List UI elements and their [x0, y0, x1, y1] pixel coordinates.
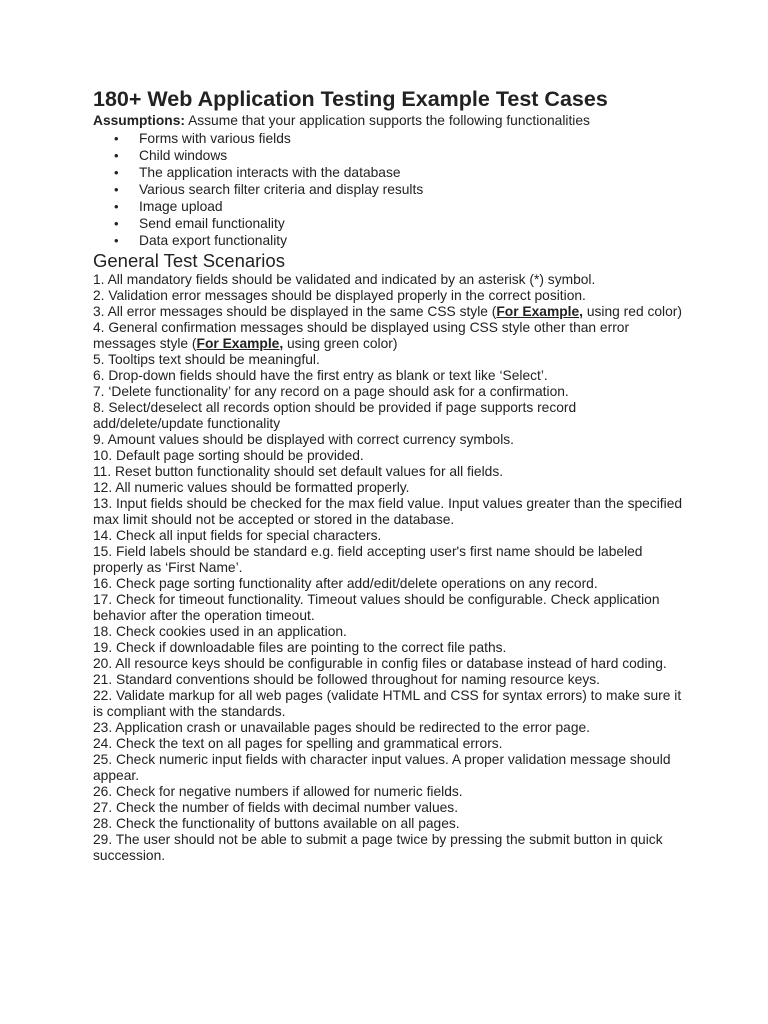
feature-text: The application interacts with the database — [139, 164, 401, 180]
test-scenario-item: 15. Field labels should be standard e.g. field accepting user's first name should be labeled properly as ‘First Name’. — [93, 543, 643, 575]
test-scenario-item: 24. Check the text on all pages for spelling and grammatical errors. — [93, 735, 503, 751]
feature-item — [93, 232, 683, 249]
document-page — [93, 86, 683, 864]
test-scenario-item: 9. Amount values should be displayed with correct currency symbols. — [93, 431, 515, 447]
feature-text: Data export functionality — [139, 232, 288, 248]
feature-text: Child windows — [139, 147, 228, 163]
assumptions-text: Assume that your application supports the following functionalities — [188, 113, 590, 128]
feature-text: Various search filter criteria and display results — [139, 181, 424, 197]
page-title: 180+ Web Application Testing Example Test Cases — [93, 87, 608, 111]
bullet-icon: • — [114, 181, 119, 197]
feature-item — [93, 198, 683, 215]
test-scenario-item: 2. Validation error messages should be displayed properly in the correct position. — [93, 287, 586, 303]
test-scenario-list — [93, 272, 683, 864]
feature-item — [93, 130, 683, 147]
test-scenario-item: 11. Reset button functionality should set default values for all fields. — [93, 463, 504, 479]
bullet-icon: • — [114, 232, 119, 248]
example-emphasis: For Example, — [196, 335, 284, 351]
test-scenario-item: 21. Standard conventions should be followed throughout for naming resource keys. — [93, 671, 600, 687]
test-scenario-item: 20. All resource keys should be configurable in config files or database instead of hard coding. — [93, 655, 667, 671]
bullet-icon: • — [114, 130, 119, 146]
feature-text: Send email functionality — [139, 215, 285, 231]
example-emphasis: For Example, — [496, 303, 584, 319]
test-scenario-item: 26. Check for negative numbers if allowed for numeric fields. — [93, 783, 463, 799]
bullet-icon: • — [114, 164, 119, 180]
item-text: 3. All error messages should be displayed in the same CSS style ( — [93, 303, 497, 319]
test-scenario-item: 12. All numeric values should be formatted properly. — [93, 479, 410, 495]
feature-text: Image upload — [139, 198, 223, 214]
test-scenario-item: 10. Default page sorting should be provided. — [93, 447, 364, 463]
feature-list — [93, 130, 683, 249]
test-scenario-item: 25. Check numeric input fields with character input values. A proper validation message should appear. — [93, 751, 671, 783]
test-scenario-item: 23. Application crash or unavailable pages should be redirected to the error page. — [93, 719, 591, 735]
section-title: General Test Scenarios — [93, 249, 285, 271]
test-scenario-item: 6. Drop-down fields should have the first entry as blank or text like ‘Select’. — [93, 367, 548, 383]
test-scenario-item: 22. Validate markup for all web pages (validate HTML and CSS for syntax errors) to make sure it is compliant with the standards. — [93, 687, 682, 719]
test-scenario-item: 18. Check cookies used in an application. — [93, 623, 347, 639]
test-scenario-item — [93, 320, 683, 352]
test-scenario-item — [93, 304, 683, 320]
test-scenario-item: 8. Select/deselect all records option should be provided if page supports record add/delete/update functionality — [93, 399, 577, 431]
feature-item — [93, 147, 683, 164]
feature-item — [93, 181, 683, 198]
feature-text: Forms with various fields — [139, 130, 291, 146]
feature-item — [93, 215, 683, 232]
test-scenario-item: 1. All mandatory fields should be validated and indicated by an asterisk (*) symbol. — [93, 271, 596, 287]
bullet-icon: • — [114, 147, 119, 163]
item-text: using green color) — [283, 335, 398, 351]
feature-item — [93, 164, 683, 181]
item-text: 4. General confirmation messages should be displayed using CSS style other than error messages style ( — [93, 319, 630, 351]
bullet-icon: • — [114, 215, 119, 231]
test-scenario-item: 27. Check the number of fields with decimal number values. — [93, 799, 459, 815]
bullet-icon: • — [114, 198, 119, 214]
item-text: using red color) — [583, 303, 682, 319]
test-scenario-item: 13. Input fields should be checked for the max field value. Input values greater than the specified max limit should not be accepted or stored in the database. — [93, 495, 683, 527]
test-scenario-item: 5. Tooltips text should be meaningful. — [93, 351, 320, 367]
test-scenario-item: 16. Check page sorting functionality after add/edit/delete operations on any record. — [93, 575, 598, 591]
test-scenario-item: 17. Check for timeout functionality. Timeout values should be configurable. Check application behavior after the operation timeout. — [93, 591, 660, 623]
test-scenario-item: 14. Check all input fields for special characters. — [93, 527, 382, 543]
assumptions-label: Assumptions: — [93, 113, 185, 128]
test-scenario-item: 19. Check if downloadable files are pointing to the correct file paths. — [93, 639, 507, 655]
test-scenario-item: 28. Check the functionality of buttons available on all pages. — [93, 815, 460, 831]
assumptions-line — [93, 113, 683, 130]
test-scenario-item: 29. The user should not be able to submit a page twice by pressing the submit button in quick succession. — [93, 831, 663, 863]
test-scenario-item: 7. ‘Delete functionality’ for any record on a page should ask for a confirmation. — [93, 383, 569, 399]
